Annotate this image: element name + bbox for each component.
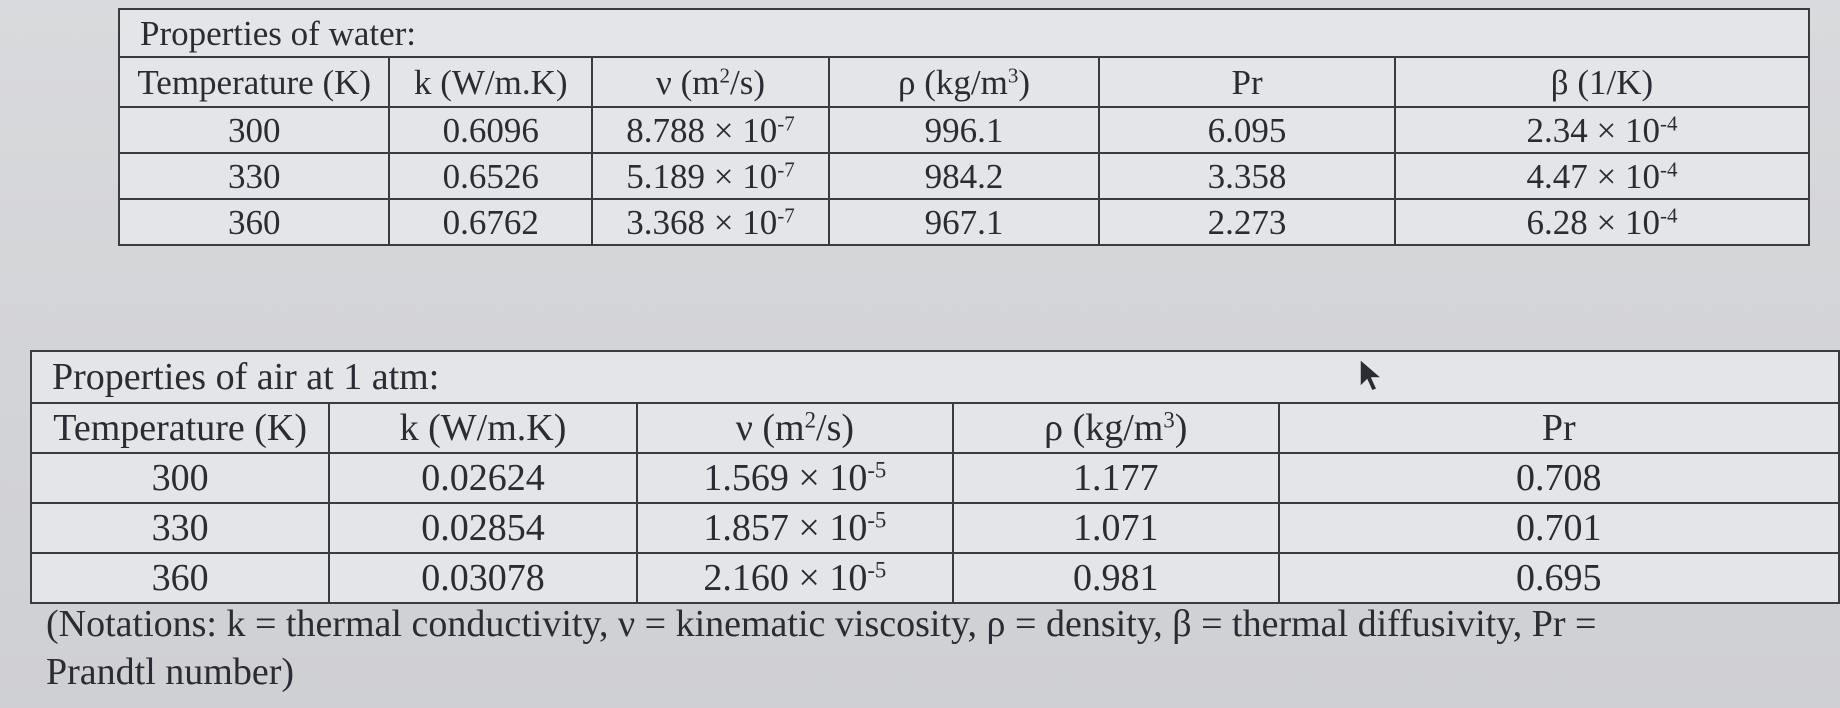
table-cell: $1.857 \times 10^{-5}$: [637, 503, 953, 553]
table-cell: 0.6526: [389, 153, 592, 199]
table-cell: 996.1: [829, 107, 1099, 153]
table-cell: 967.1: [829, 199, 1099, 245]
table-cell: 0.03078: [329, 553, 636, 603]
table-cell: $2.160 \times 10^{-5}$: [637, 553, 953, 603]
notations-line-2: Prandtl number): [46, 651, 295, 693]
column-header: ρ $(kg/m^3)$: [829, 57, 1099, 107]
table-cell: 0.6762: [389, 199, 592, 245]
table-cell: 0.6096: [389, 107, 592, 153]
column-header: k (W/m.K): [389, 57, 592, 107]
table-cell: $6.28 \times 10^{-4}$: [1395, 199, 1809, 245]
column-header: Temperature (K): [119, 57, 389, 107]
table-cell: 0.02854: [329, 503, 636, 553]
column-header: Pr: [1099, 57, 1395, 107]
table-cell: 2.273: [1099, 199, 1395, 245]
table-cell: 0.695: [1279, 553, 1840, 603]
table-cell: 1.071: [953, 503, 1278, 553]
table-cell: 300: [119, 107, 389, 153]
table-cell: $5.189 \times 10^{-7}$: [592, 153, 829, 199]
table-cell: 360: [31, 553, 329, 603]
table-cell: $1.569 \times 10^{-5}$: [637, 453, 953, 503]
column-header: β (1/K): [1395, 57, 1809, 107]
table-cell: 0.701: [1279, 503, 1840, 553]
column-header: ρ $(kg/m^3)$: [953, 403, 1278, 453]
mouse-pointer-icon: [1357, 357, 1387, 393]
water-table-title: Properties of water:: [119, 9, 1809, 57]
table-cell: 0.708: [1279, 453, 1840, 503]
notations-line-1: (Notations: k = thermal conductivity, ν = kinematic viscosity, ρ = density, β = thermal diffusivity, Pr =: [46, 603, 1597, 645]
table-row: [31, 453, 1839, 503]
air-table-title: Properties of air at 1 atm:: [31, 351, 1839, 403]
table-cell: 6.095: [1099, 107, 1395, 153]
table-cell: 984.2: [829, 153, 1099, 199]
table-row: [31, 553, 1839, 603]
table-cell: 0.981: [953, 553, 1278, 603]
table-cell: $2.34 \times 10^{-4}$: [1395, 107, 1809, 153]
table-cell: 330: [31, 503, 329, 553]
table-cell: 1.177: [953, 453, 1278, 503]
notations-text: [46, 600, 1840, 696]
table-cell: 360: [119, 199, 389, 245]
table-cell: 3.358: [1099, 153, 1395, 199]
column-header: ν $(m^2/s)$: [592, 57, 829, 107]
column-header: Pr: [1279, 403, 1840, 453]
table-cell: $3.368 \times 10^{-7}$: [592, 199, 829, 245]
table-cell: 0.02624: [329, 453, 636, 503]
table-row: [31, 503, 1839, 553]
table-row: [119, 153, 1809, 199]
column-header: k (W/m.K): [329, 403, 636, 453]
table-cell: $8.788 \times 10^{-7}$: [592, 107, 829, 153]
table-row: [119, 107, 1809, 153]
column-header: Temperature (K): [31, 403, 329, 453]
table-row: [119, 199, 1809, 245]
table-cell: $4.47 \times 10^{-4}$: [1395, 153, 1809, 199]
air-properties-table: [30, 350, 1840, 604]
table-cell: 330: [119, 153, 389, 199]
table-cell: 300: [31, 453, 329, 503]
water-properties-table: [118, 8, 1810, 246]
column-header: ν $(m^2/s)$: [637, 403, 953, 453]
